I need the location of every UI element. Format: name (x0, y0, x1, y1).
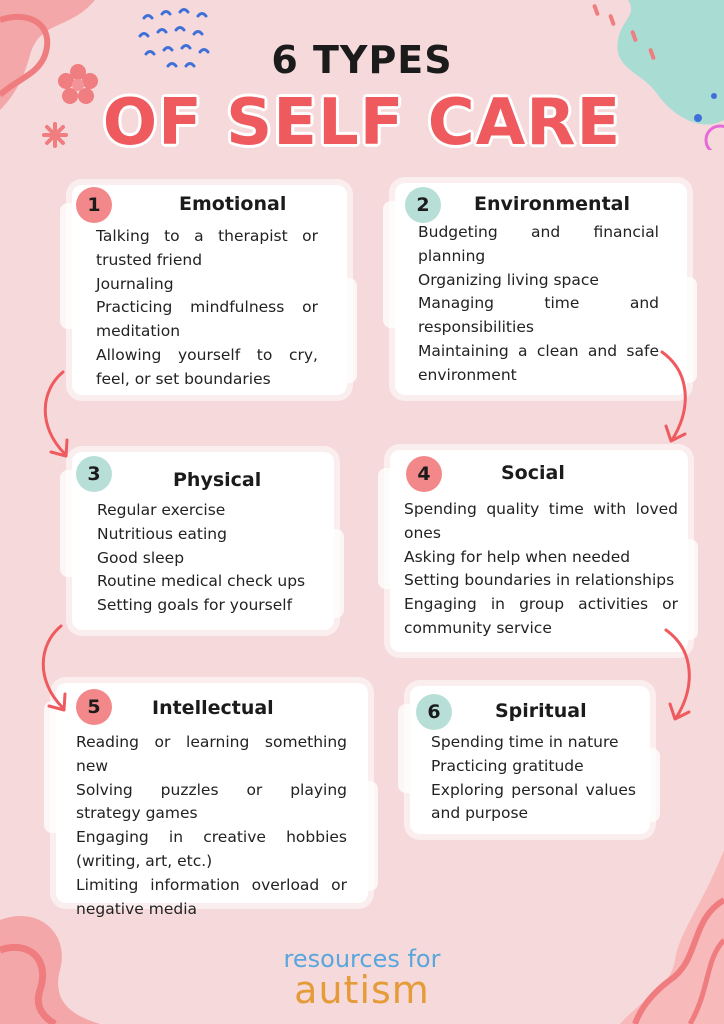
curved-arrow-icon (33, 622, 83, 718)
list-item: Spending time in nature (431, 733, 619, 751)
list-item: Good sleep (97, 548, 185, 567)
curved-arrow-icon (652, 348, 698, 448)
list-item: Managing time and responsibilities (418, 294, 659, 337)
list-item: Regular exercise (97, 501, 226, 519)
list-item: Organizing living space (418, 270, 599, 289)
list-item: Journaling (96, 274, 174, 293)
card-title-spiritual: Spiritual (495, 700, 587, 722)
list-item: Setting boundaries in relationships (404, 571, 675, 590)
badge-number-1: 1 (76, 187, 112, 223)
list-item: Allowing yourself to cry, feel, or set boundaries (96, 345, 318, 388)
card-social (390, 450, 688, 652)
card-environmental (395, 183, 687, 395)
card-item-list (97, 499, 327, 618)
curved-arrow-icon (35, 368, 85, 464)
card-intellectual (56, 683, 368, 918)
list-item: Engaging in group activities or community service (404, 595, 678, 637)
list-item: Exploring personal values and purpose (431, 780, 636, 823)
list-item: Nutritious eating (97, 524, 227, 543)
list-item: Routine medical check ups (97, 572, 306, 591)
list-item: Spending quality time with loved ones (404, 500, 678, 542)
card-item-list (76, 731, 347, 921)
list-item: Maintaining a clean and safe environment (418, 341, 659, 384)
curved-arrow-icon (656, 626, 702, 726)
list-item: Limiting information overload or negative media (76, 875, 347, 918)
list-item: Budgeting and financial planning (418, 223, 659, 265)
card-spiritual (410, 686, 650, 834)
card-title-intellectual: Intellectual (152, 697, 274, 719)
card-title-emotional: Emotional (179, 193, 287, 215)
badge-number-5: 5 (76, 689, 112, 725)
card-title-environmental: Environmental (474, 193, 630, 215)
badge-number-6: 6 (416, 694, 452, 730)
list-item: Reading or learning something new (76, 733, 347, 775)
card-item-list (404, 498, 678, 641)
card-title-physical: Physical (173, 469, 262, 491)
list-item: Setting goals for yourself (97, 596, 293, 615)
card-emotional (72, 185, 347, 395)
list-item: Engaging in creative hobbies (writing, art, etc.) (76, 828, 347, 870)
card-physical (72, 452, 334, 630)
badge-number-3: 3 (76, 456, 112, 492)
badge-number-4: 4 (406, 456, 442, 492)
list-item: Talking to a therapist or trusted friend (96, 227, 318, 269)
list-item: Solving puzzles or playing strategy games (76, 780, 347, 823)
list-item: Asking for help when needed (404, 547, 631, 566)
card-title-social: Social (501, 462, 565, 484)
title-line-2: OF SELF CARE (102, 86, 622, 160)
badge-number-2: 2 (405, 187, 441, 223)
card-item-list (96, 225, 318, 392)
list-item: Practicing gratitude (431, 756, 584, 775)
card-item-list (418, 221, 659, 388)
logo-text-bottom: autism (294, 968, 430, 1012)
card-item-list (431, 731, 636, 826)
logo-text-top: resources for (283, 945, 441, 973)
title-line-1: 6 TYPES (271, 38, 453, 82)
list-item: Practicing mindfulness or meditation (96, 298, 318, 341)
